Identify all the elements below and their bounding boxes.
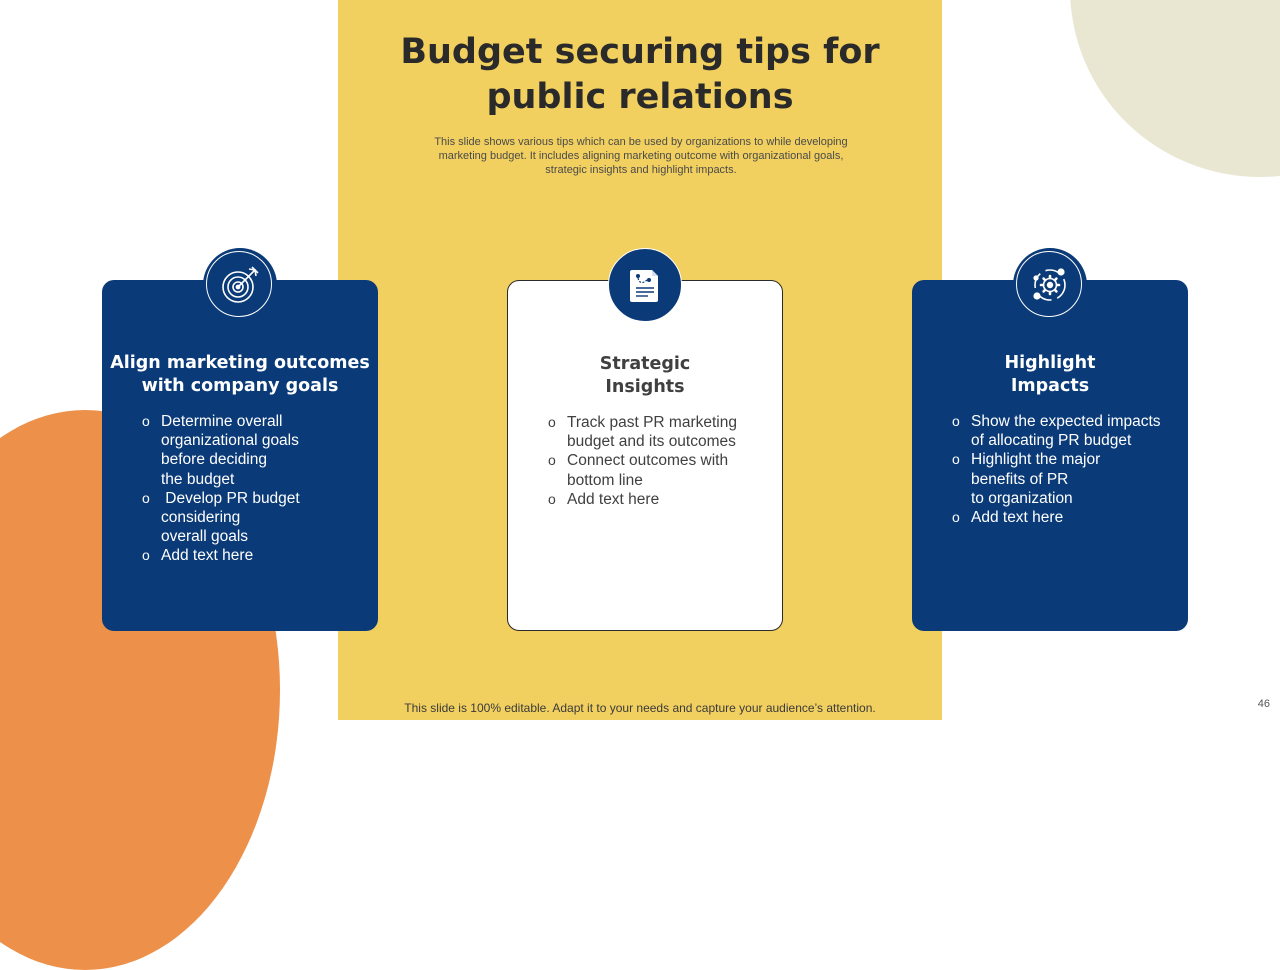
bullet-line: of allocating PR budget — [971, 432, 1132, 450]
bullet-line: bottom line — [567, 471, 643, 489]
list-item — [548, 451, 774, 489]
card-heading-line: with company goals — [141, 376, 339, 396]
card-heading-line: Align marketing outcomes — [110, 353, 370, 373]
bullet-list — [142, 412, 370, 566]
gear-orbit-icon — [1013, 248, 1087, 322]
list-item — [952, 450, 1180, 508]
card-heading-line: Highlight — [1004, 353, 1096, 373]
beige-decorative-circle — [1070, 0, 1280, 177]
card-heading-line: Strategic — [599, 354, 691, 374]
card-highlight-impacts — [912, 280, 1188, 631]
bullet-line: organizational goals — [161, 432, 299, 450]
title-line: Budget securing tips for — [400, 32, 880, 72]
bullet-line: the budget — [161, 470, 235, 488]
list-item — [142, 546, 370, 565]
title-line: public relations — [486, 77, 794, 117]
subtitle-line: This slide shows various tips which can be used by organizations to while developing — [434, 136, 848, 148]
bullet-line: o Add text here — [567, 490, 660, 508]
card-heading — [912, 352, 1188, 398]
card-strategic-insights — [507, 280, 783, 631]
strategy-document-icon — [608, 248, 682, 322]
bullet-line: o Determine overall — [161, 413, 283, 430]
bullet-list — [952, 412, 1180, 527]
list-item — [952, 508, 1180, 527]
bullet-list — [548, 413, 774, 509]
slide-title — [340, 30, 940, 120]
page-number: 46 — [1257, 698, 1270, 710]
card-heading — [508, 353, 782, 399]
bullet-line: benefits of PR — [971, 470, 1069, 488]
target-icon — [203, 248, 277, 322]
list-item — [142, 489, 370, 547]
bullet-line: o Connect outcomes with — [567, 452, 729, 470]
bullet-line: o Highlight the major — [971, 451, 1101, 469]
bullet-line: to organization — [971, 489, 1073, 507]
bullet-line: before deciding — [161, 451, 267, 469]
slide-subtitle — [410, 135, 872, 177]
bullet-line: o Develop PR budget — [161, 489, 300, 507]
slide-footer: This slide is 100% editable. Adapt it to your needs and capture your audience’s attention. — [404, 701, 876, 715]
subtitle-line: strategic insights and highlight impacts. — [545, 164, 737, 176]
card-heading-line: Impacts — [1010, 376, 1090, 396]
card-align-goals — [102, 280, 378, 631]
bullet-line: budget and its outcomes — [567, 433, 736, 451]
card-heading-line: Insights — [605, 377, 685, 397]
list-item — [142, 412, 370, 489]
bullet-line: overall goals — [161, 528, 249, 546]
list-item — [548, 413, 774, 451]
card-heading — [102, 352, 378, 398]
bullet-line: o Add text here — [161, 547, 254, 565]
bullet-line: o Track past PR marketing — [567, 414, 737, 431]
list-item — [952, 412, 1180, 450]
bullet-line: considering — [161, 509, 241, 527]
bullet-line: o Show the expected impacts — [971, 413, 1161, 430]
list-item — [548, 490, 774, 509]
subtitle-line: marketing budget. It includes aligning marketing outcome with organizational goals, — [438, 150, 844, 162]
bullet-line: o Add text here — [971, 509, 1064, 527]
